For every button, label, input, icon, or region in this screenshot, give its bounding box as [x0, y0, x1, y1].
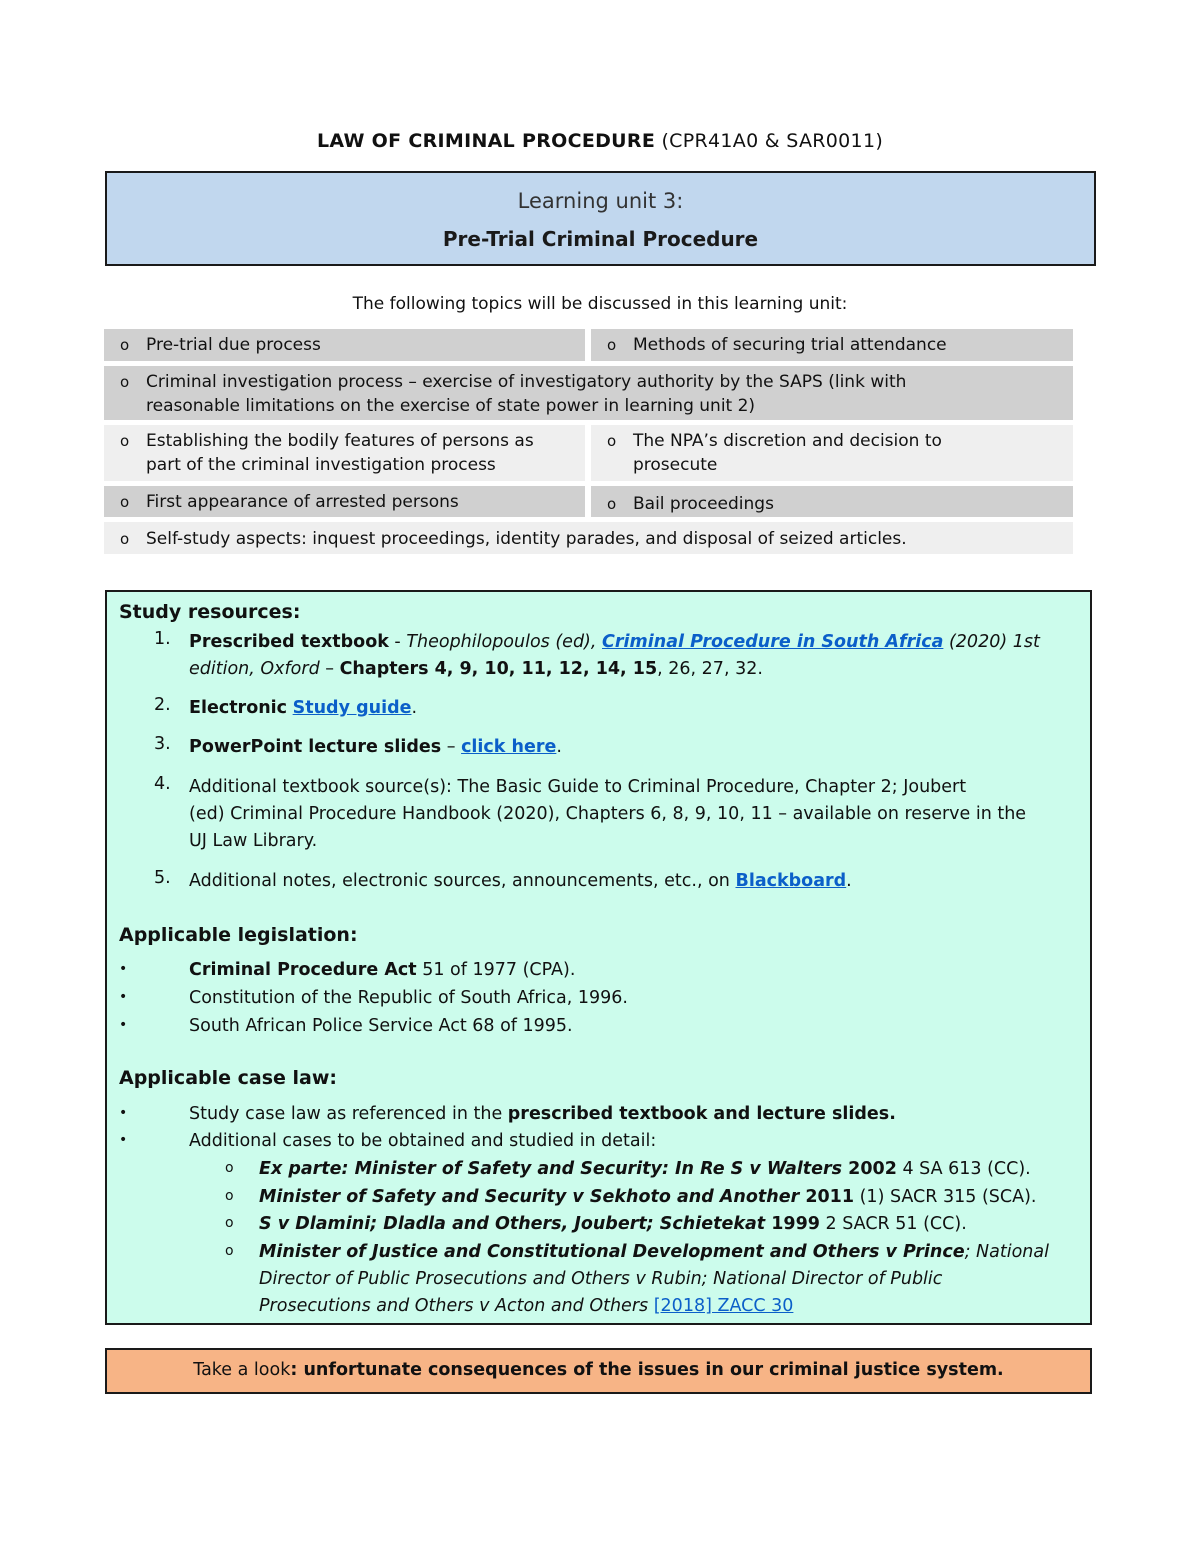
case-citation-link[interactable]: [2018] ZACC 30 [653, 1296, 794, 1316]
topic-bullet: o [120, 530, 130, 548]
resource-label: PowerPoint lecture slides [189, 737, 442, 757]
bullet: • [119, 1017, 128, 1033]
study-guide-link[interactable]: Study guide [292, 698, 412, 718]
case-citation: (1) SACR 315 (SCA). [854, 1187, 1037, 1207]
chapters-bold: Chapters 4, 9, 10, 11, 12, 14, 15 [339, 659, 658, 679]
case-name-cont: ; National [964, 1242, 1049, 1262]
resource-text: Additional notes, electronic sources, announcements, etc., on [189, 871, 730, 891]
topic-bullet: o [120, 493, 130, 511]
case-name: S v Dlamini; Dladla and Others, Joubert; Schietekat [259, 1214, 766, 1234]
case-citation: 4 SA 613 (CC). [896, 1159, 1031, 1179]
resource-item-4 [189, 774, 1084, 855]
separator: – [319, 659, 340, 679]
topic-bullet: o [607, 495, 617, 513]
chapters-rest: , 26, 27, 32. [657, 659, 763, 679]
topic-cell [104, 366, 1073, 420]
case-name: Minister of Safety and Security v Sekhoto and Another [259, 1187, 800, 1207]
case-item [259, 1239, 1079, 1320]
topic-cell [591, 425, 1073, 481]
list-number: 1. [154, 629, 171, 649]
list-number: 3. [154, 734, 171, 754]
topic-cell [104, 522, 1073, 554]
topic-text: Pre-trial due process [146, 335, 321, 355]
case-name: Minister of Justice and Constitutional Development and Others v Prince [259, 1242, 965, 1262]
course-codes: (CPR41A0 & SAR0011) [661, 130, 884, 152]
topic-text: Bail proceedings [633, 494, 774, 514]
unit-label: Learning unit 3: [517, 189, 684, 213]
document-title [0, 130, 1200, 152]
lecture-slides-link[interactable]: click here [461, 737, 557, 757]
list-number: 5. [154, 868, 171, 888]
case-name-cont: Director of Public Prosecutions and Others v Rubin; National Director of Public [259, 1269, 943, 1289]
caselaw-text: Study case law as referenced in the [189, 1104, 508, 1124]
publisher-text: edition, Oxford [189, 659, 320, 679]
list-number: 2. [154, 695, 171, 715]
case-year: 1999 [765, 1214, 820, 1234]
bullet: • [119, 1132, 128, 1148]
topic-bullet: o [120, 373, 130, 391]
topic-text: Methods of securing trial attendance [633, 335, 947, 355]
punctuation: . [846, 871, 852, 891]
punctuation: . [556, 737, 562, 757]
author-text: Theophilopoulos (ed), [406, 632, 597, 652]
resource-label: Electronic [189, 698, 288, 718]
resource-item-2 [189, 695, 417, 722]
course-title: LAW OF CRIMINAL PROCEDURE [316, 130, 656, 152]
punctuation: : [290, 1360, 304, 1380]
topic-text: prosecute [633, 455, 718, 475]
bullet: • [119, 1105, 128, 1121]
bullet: • [119, 989, 128, 1005]
legislation-item: Constitution of the Republic of South Africa, 1996. [189, 988, 628, 1008]
resource-text: UJ Law Library. [189, 831, 318, 851]
act-detail: 51 of 1977 (CPA). [416, 960, 576, 980]
resource-item-1 [189, 629, 1040, 683]
legislation-item: South African Police Service Act 68 of 1995. [189, 1016, 573, 1036]
list-number: 4. [154, 774, 171, 794]
topics-intro: The following topics will be discussed in this learning unit: [352, 294, 848, 314]
caselaw-item: Additional cases to be obtained and studied in detail: [189, 1131, 657, 1151]
bullet: • [119, 961, 128, 977]
topic-cell [104, 425, 585, 481]
case-name-cont: Prosecutions and Others v Acton and Others [259, 1296, 649, 1316]
textbook-link[interactable]: Criminal Procedure in South Africa [602, 632, 944, 652]
unit-name: Pre-Trial Criminal Procedure [442, 227, 759, 251]
act-name: Criminal Procedure Act [189, 960, 417, 980]
sub-bullet: o [225, 1215, 234, 1231]
topic-bullet: o [120, 432, 130, 450]
legislation-item [189, 957, 575, 984]
learning-unit-box [105, 171, 1096, 266]
topic-text: The NPA’s discretion and decision to [633, 431, 942, 451]
case-item [259, 1211, 967, 1238]
topic-text: reasonable limitations on the exercise of state power in learning unit 2) [146, 396, 756, 416]
separator: – [441, 737, 462, 757]
sub-bullet: o [225, 1160, 234, 1176]
legislation-heading: Applicable legislation: [119, 924, 358, 946]
resource-text: (ed) Criminal Procedure Handbook (2020), Chapters 6, 8, 9, 10, 11 – available on reserve in the [189, 804, 1027, 824]
caselaw-bold: prescribed textbook and lecture slides. [507, 1104, 896, 1124]
resource-item-5 [189, 868, 852, 895]
topic-bullet: o [607, 432, 617, 450]
case-item [259, 1156, 1031, 1183]
sub-bullet: o [225, 1243, 234, 1259]
topic-bullet: o [120, 336, 130, 354]
topic-cell [591, 486, 1073, 517]
sub-bullet: o [225, 1188, 234, 1204]
blackboard-link[interactable]: Blackboard [735, 871, 847, 891]
case-year: 2011 [799, 1187, 855, 1207]
separator: - [388, 632, 407, 652]
topic-text: Criminal investigation process – exercise of investigatory authority by the SAPS (link with [146, 372, 907, 392]
edition-text: (2020) 1st [948, 632, 1040, 652]
topic-bullet: o [607, 336, 617, 354]
take-a-look-box [105, 1348, 1092, 1394]
punctuation: . [411, 698, 418, 718]
resource-text: Additional textbook source(s): The Basic Guide to Criminal Procedure, Chapter 2; Joubert [189, 777, 967, 797]
study-resources-box [105, 590, 1092, 1325]
case-item [259, 1184, 1036, 1211]
caselaw-item [189, 1101, 896, 1128]
resource-label: Prescribed textbook [189, 632, 389, 652]
case-name: Ex parte: Minister of Safety and Security: In Re S v Walters [259, 1159, 843, 1179]
topic-cell [104, 486, 585, 517]
topic-text: Self-study aspects: inquest proceedings, identity parades, and disposal of seized articles. [146, 529, 907, 549]
resource-item-3 [189, 734, 562, 761]
topic-text: Establishing the bodily features of persons as [146, 431, 534, 451]
caselaw-heading: Applicable case law: [119, 1067, 338, 1089]
topic-text: part of the criminal investigation process [146, 455, 496, 475]
topic-text: First appearance of arrested persons [146, 492, 459, 512]
take-a-look-text: unfortunate consequences of the issues in our criminal justice system. [303, 1360, 1004, 1380]
case-year: 2002 [842, 1159, 897, 1179]
case-citation: 2 SACR 51 (CC). [819, 1214, 967, 1234]
take-a-look-label: Take a look [193, 1360, 291, 1380]
study-resources-heading: Study resources: [119, 601, 301, 623]
topic-cell [591, 329, 1073, 361]
topic-cell [104, 329, 585, 361]
